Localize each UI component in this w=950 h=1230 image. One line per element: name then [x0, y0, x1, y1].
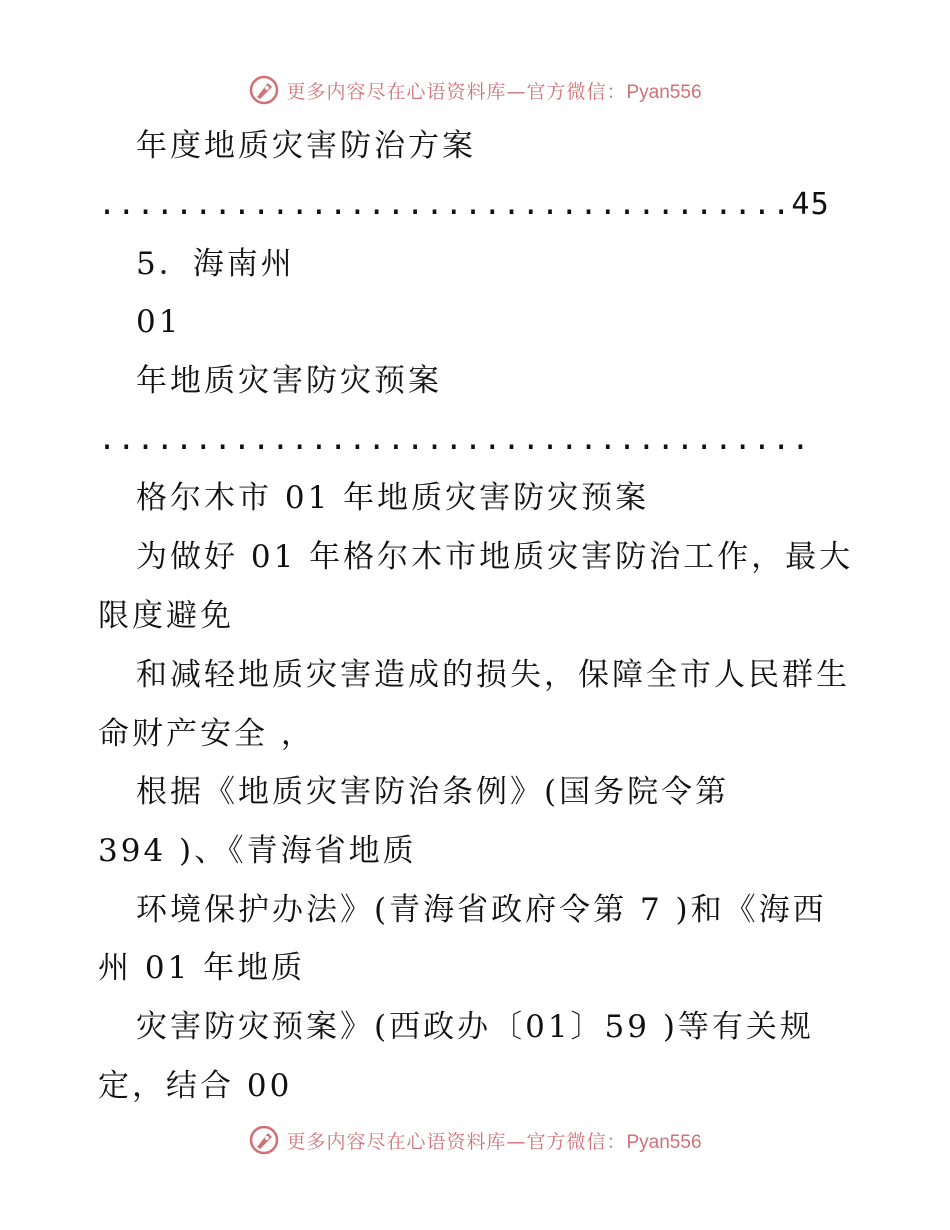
header-watermark [0, 70, 950, 110]
body-paragraph-line: 灾害防灾预案》(西政办〔01〕59 )等有关规 [136, 1009, 814, 1045]
body-paragraph-line: 环境保护办法》(青海省政府令第 7 )和《海西 [136, 892, 827, 928]
document-title: 格尔木市 01 年地质灾害防灾预案 [136, 480, 650, 516]
body-paragraph-line: 命财产安全 ， [98, 716, 315, 752]
toc-year-line: 01 [136, 304, 182, 340]
toc-entry-title: 年地质灾害防灾预案 [136, 363, 442, 399]
watermark-text: 更多内容尽在心语资料库—官方微信：Pyan556 [286, 1130, 702, 1153]
body-paragraph-line: 394 )、《青海省地质 [98, 833, 417, 869]
body-paragraph-line: 限度避免 [98, 598, 234, 634]
watermark-text: 更多内容尽在心语资料库—官方微信：Pyan556 [286, 80, 702, 103]
toc-section-heading: 5．海南州 [136, 246, 295, 282]
body-paragraph-line: 州 01 年地质 [98, 950, 306, 986]
toc-leader-dots-with-page: ....................................45 [98, 187, 830, 222]
body-paragraph-line: 和减轻地质灾害造成的损失，保障全市人民群生 [136, 657, 850, 693]
body-paragraph-line: 为做好 01 年格尔木市地质灾害防治工作，最大 [136, 539, 854, 575]
toc-leader-dots: ..................................... [98, 422, 811, 457]
pen-nib-logo-icon [248, 1124, 280, 1156]
footer-watermark [0, 1120, 950, 1160]
body-paragraph-line: 根据《地质灾害防治条例》(国务院令第 [136, 774, 730, 810]
toc-entry-title: 年度地质灾害防治方案 [136, 128, 476, 164]
body-paragraph-line: 定，结合 00 [98, 1068, 293, 1104]
pen-nib-logo-icon [248, 74, 280, 106]
